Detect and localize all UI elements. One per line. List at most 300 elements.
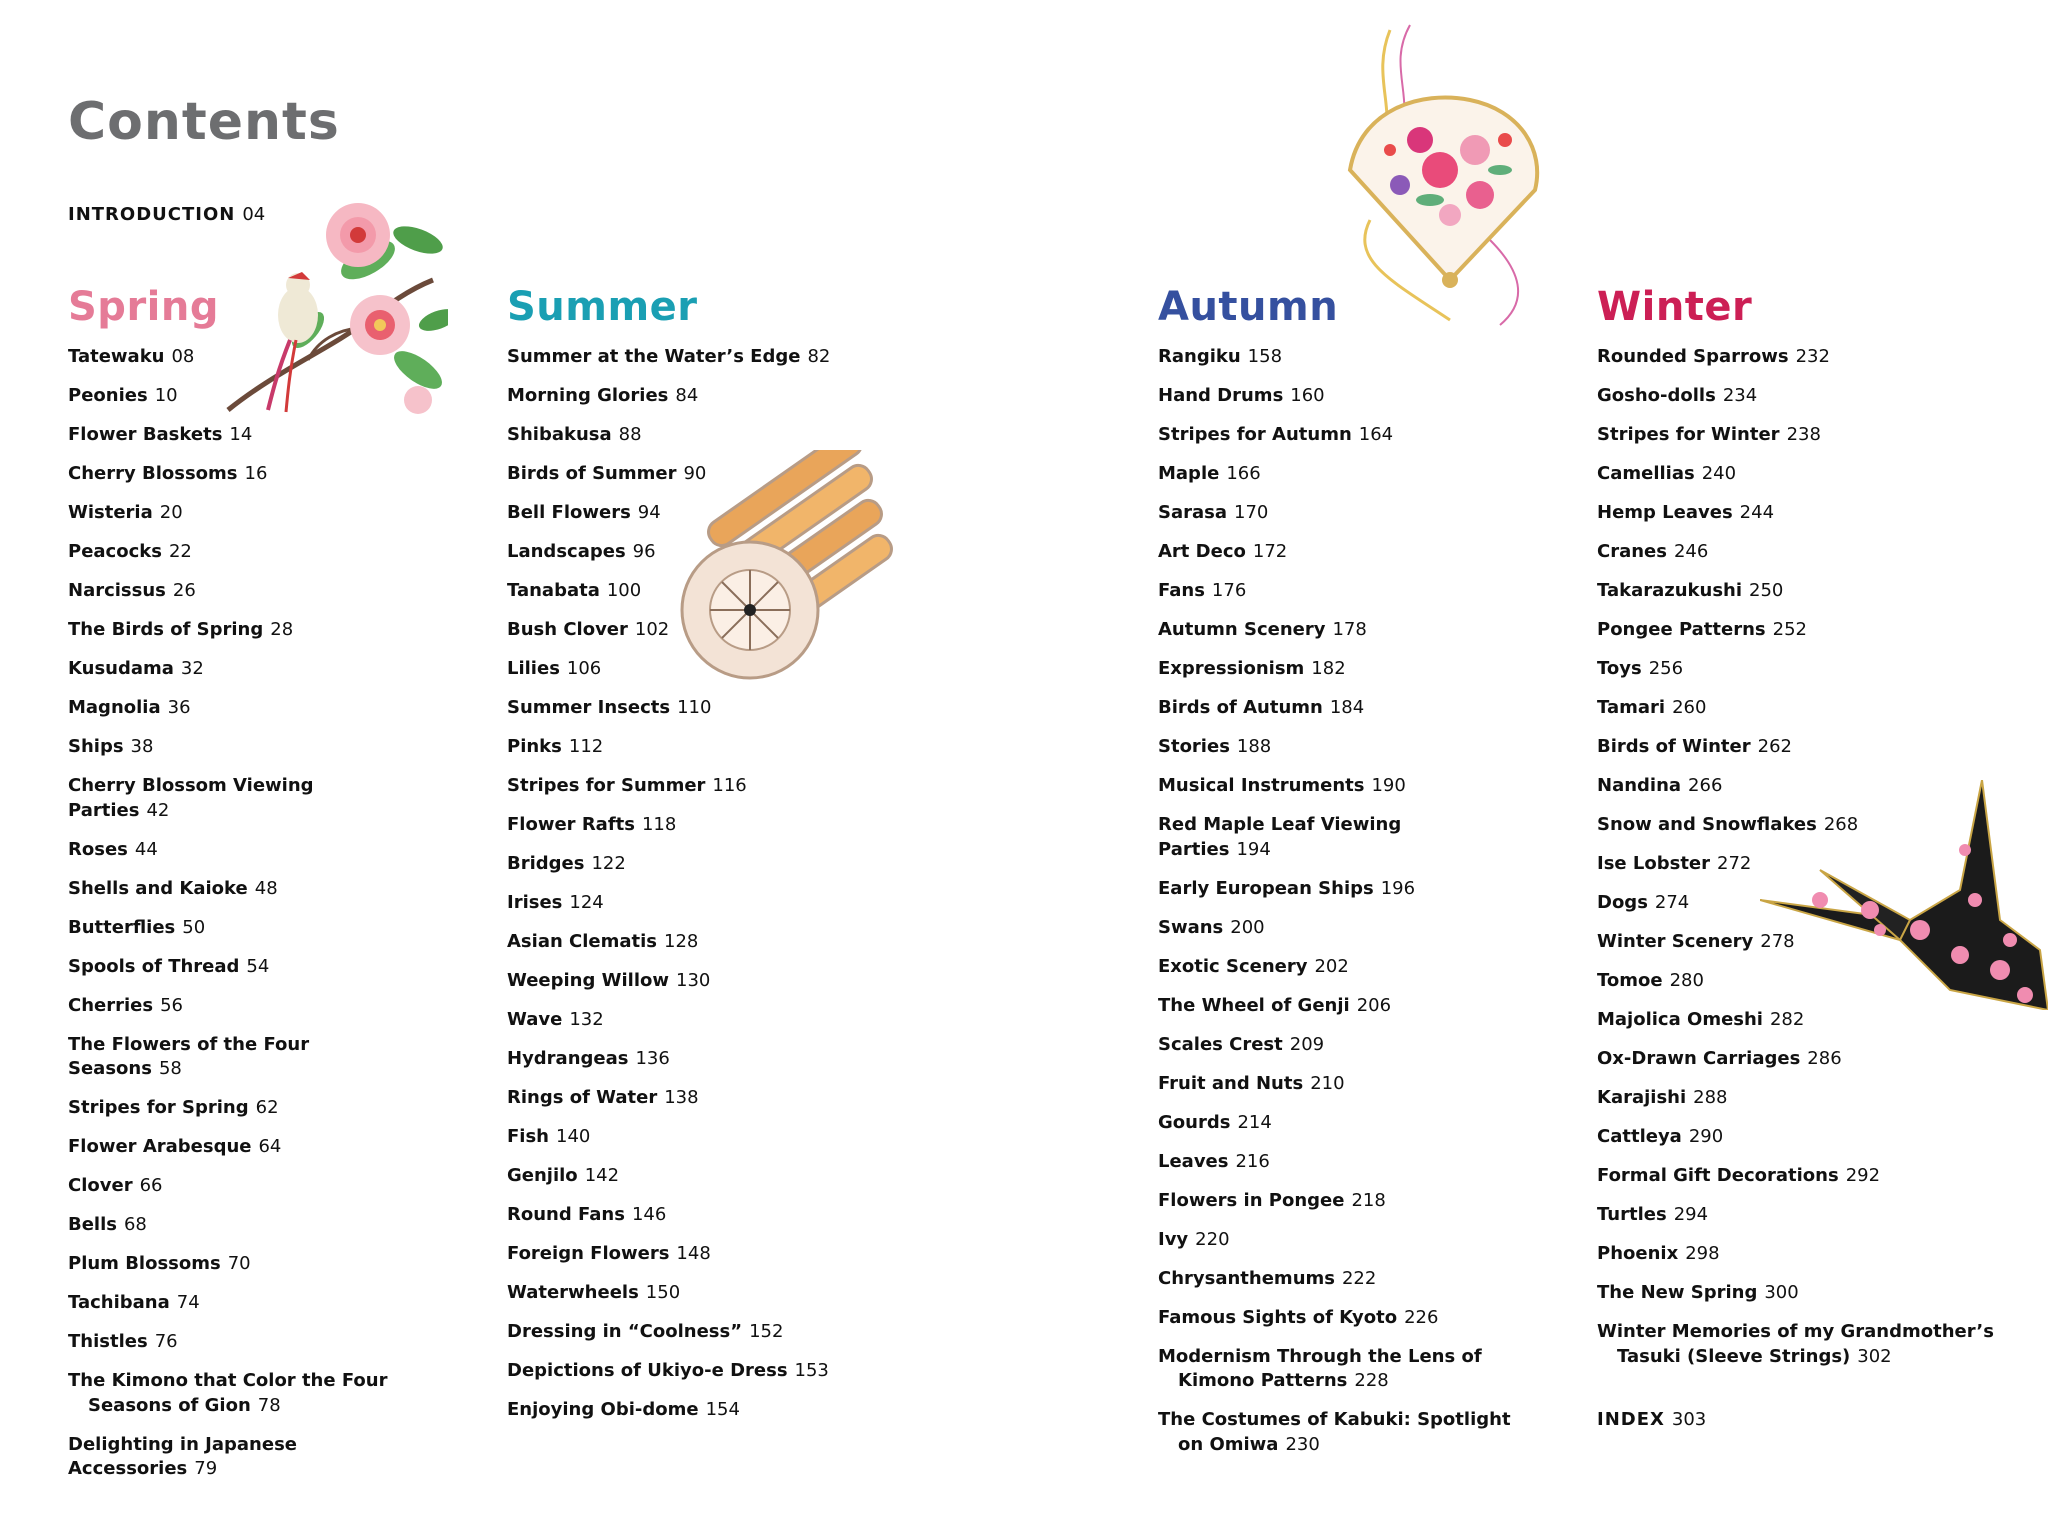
- toc-entry-title: Waterwheels: [507, 1282, 639, 1303]
- toc-entry[interactable]: [507, 774, 867, 799]
- toc-entry-page: 150: [645, 1282, 681, 1303]
- toc-entry-page: 226: [1404, 1306, 1439, 1328]
- toc-entry-title: Swans: [1158, 916, 1224, 938]
- toc-entry[interactable]: [507, 813, 867, 838]
- toc-entry-title: Cherry Blossoms: [68, 463, 238, 484]
- toc-entry-page: 170: [1234, 502, 1269, 523]
- toc-entry-page: 220: [1195, 1228, 1230, 1250]
- toc-entry-title: Bridges: [507, 853, 585, 874]
- toc-entry[interactable]: [507, 969, 867, 994]
- toc-entry-page: 282: [1769, 1009, 1805, 1030]
- toc-entry-title: Winter Memories of my Grandmother’s Tasuki (Sleeve Strings): [1597, 1321, 1994, 1367]
- toc-entry-title: Cranes: [1597, 541, 1667, 562]
- season-heading-summer: Summer: [507, 284, 698, 330]
- toc-entry[interactable]: [68, 540, 398, 565]
- toc-entry[interactable]: [1158, 1408, 1538, 1457]
- toc-entry-page: 246: [1673, 541, 1709, 562]
- toc-entry-page: 08: [171, 346, 195, 367]
- toc-entry-page: 88: [618, 424, 642, 445]
- column-summer: [507, 282, 867, 1437]
- toc-entry-title: Cherries: [68, 994, 154, 1016]
- toc-entry-title: Shibakusa: [507, 424, 612, 445]
- toc-entry[interactable]: [1158, 877, 1518, 902]
- toc-entry[interactable]: [1158, 657, 1518, 682]
- toc-entry-title: Tatewaku: [68, 346, 165, 367]
- toc-entry-title: Plum Blossoms: [68, 1253, 221, 1274]
- toc-entry-page: 302: [1857, 1345, 1892, 1367]
- column-winter: [1597, 282, 1997, 1384]
- introduction-label: INTRODUCTION: [68, 204, 236, 225]
- toc-entry[interactable]: [1597, 1086, 1997, 1111]
- toc-entry-page: 22: [168, 541, 192, 562]
- toc-entry-title: Maple: [1158, 463, 1220, 484]
- toc-entry-title: Ise Lobster: [1597, 853, 1711, 874]
- toc-entry[interactable]: [507, 1281, 867, 1306]
- toc-entry-page: 36: [167, 697, 191, 718]
- toc-entry-page: 84: [675, 385, 699, 406]
- toc-entry[interactable]: [1597, 774, 1997, 799]
- toc-entry[interactable]: [1597, 618, 1997, 643]
- toc-entry[interactable]: [507, 696, 867, 721]
- toc-entry-title: Wave: [507, 1009, 563, 1030]
- toc-entry[interactable]: [1158, 618, 1518, 643]
- toc-entry[interactable]: [507, 1125, 867, 1150]
- toc-entry-page: 70: [227, 1253, 251, 1274]
- toc-entry-title: Art Deco: [1158, 541, 1246, 562]
- toc-entry-page: 50: [182, 916, 206, 938]
- toc-entry-title: Hydrangeas: [507, 1048, 629, 1069]
- toc-entry-title: Shells and Kaioke: [68, 877, 248, 899]
- toc-entry-title: Enjoying Obi-dome: [507, 1399, 699, 1420]
- toc-entry-page: 286: [1807, 1048, 1842, 1069]
- toc-entry-title: Morning Glories: [507, 385, 669, 406]
- toc-entry-page: 184: [1329, 697, 1365, 718]
- toc-entry[interactable]: [1158, 1150, 1518, 1175]
- toc-entry[interactable]: [68, 384, 398, 409]
- toc-entry[interactable]: [1597, 1047, 1997, 1072]
- toc-entry-title: Expressionism: [1158, 658, 1305, 679]
- toc-entry[interactable]: [1597, 501, 1997, 526]
- toc-entry-title: Peonies: [68, 385, 148, 406]
- toc-entry[interactable]: [1158, 540, 1518, 565]
- toc-entry-page: 66: [139, 1175, 163, 1196]
- toc-entry-title: Hemp Leaves: [1597, 502, 1733, 523]
- toc-entry[interactable]: [1158, 1306, 1518, 1331]
- toc-entry-page: 176: [1211, 580, 1247, 601]
- toc-entry[interactable]: [68, 916, 398, 941]
- toc-entry-page: 274: [1654, 892, 1690, 913]
- toc-entry-page: 64: [258, 1136, 282, 1157]
- toc-entry-page: 140: [556, 1126, 591, 1147]
- season-heading-spring: Spring: [68, 284, 219, 330]
- toc-entry-title: Tanabata: [507, 580, 600, 601]
- toc-entry[interactable]: [1597, 462, 1997, 487]
- toc-entry-title: Bell Flowers: [507, 502, 631, 523]
- toc-entry[interactable]: [1597, 1164, 1997, 1189]
- toc-entry[interactable]: [1597, 696, 1997, 721]
- toc-entry[interactable]: [1158, 462, 1518, 487]
- toc-entry[interactable]: [68, 1033, 398, 1082]
- toc-entry[interactable]: [68, 1369, 418, 1418]
- toc-entry-page: 206: [1356, 994, 1392, 1016]
- toc-entry-page: 112: [568, 736, 604, 757]
- toc-entry[interactable]: [507, 1320, 867, 1345]
- toc-entry[interactable]: [1158, 955, 1518, 980]
- toc-entry[interactable]: [1597, 1203, 1997, 1228]
- toc-entry-title: Summer at the Water’s Edge: [507, 346, 801, 367]
- toc-entry-page: 230: [1285, 1433, 1320, 1455]
- toc-entry-title: The New Spring: [1597, 1282, 1758, 1303]
- toc-entry-title: Narcissus: [68, 580, 166, 601]
- toc-entry-title: Fans: [1158, 580, 1205, 601]
- toc-entry-page: 106: [566, 658, 602, 679]
- toc-entry[interactable]: [68, 877, 398, 902]
- toc-entry-title: Stories: [1158, 736, 1230, 757]
- toc-entry-title: Stripes for Spring: [68, 1097, 249, 1118]
- toc-entry-page: 260: [1672, 697, 1707, 718]
- toc-entry[interactable]: [1597, 969, 1997, 994]
- toc-entry[interactable]: [1597, 1320, 1997, 1369]
- toc-entry-page: 56: [160, 994, 183, 1016]
- toc-entry[interactable]: [507, 540, 867, 565]
- toc-entry[interactable]: [507, 384, 867, 409]
- toc-entry-title: Ox-Drawn Carriages: [1597, 1048, 1801, 1069]
- toc-entry-page: 210: [1310, 1072, 1345, 1094]
- toc-entry[interactable]: [1158, 345, 1518, 370]
- toc-entry-page: 132: [569, 1009, 604, 1030]
- toc-entry-title: Dressing in “Coolness”: [507, 1321, 743, 1342]
- toc-entry[interactable]: [68, 1174, 398, 1199]
- toc-entry[interactable]: [1158, 813, 1518, 862]
- toc-entry-page: 172: [1252, 541, 1288, 562]
- toc-entry-page: 128: [664, 931, 699, 952]
- toc-entry-page: 196: [1380, 877, 1416, 899]
- toc-entry-page: 164: [1358, 424, 1394, 445]
- toc-entry-title: Asian Clematis: [507, 931, 658, 952]
- toc-entry-page: 62: [255, 1097, 279, 1118]
- toc-entry-title: Genjilo: [507, 1165, 578, 1186]
- toc-entry-page: 153: [794, 1360, 829, 1381]
- toc-entry-page: 300: [1764, 1282, 1799, 1303]
- entry-list-autumn: [1158, 345, 1538, 1457]
- column-spring: [68, 282, 448, 1496]
- toc-entry[interactable]: [1597, 1125, 1997, 1150]
- toc-entry-title: Gosho-dolls: [1597, 385, 1716, 406]
- toc-entry-title: Exotic Scenery: [1158, 955, 1308, 977]
- toc-entry[interactable]: [507, 345, 867, 370]
- toc-entry[interactable]: [507, 1398, 867, 1423]
- toc-entry-page: 10: [154, 385, 178, 406]
- toc-entry-title: Rounded Sparrows: [1597, 346, 1789, 367]
- toc-entry[interactable]: [1158, 1267, 1518, 1292]
- toc-entry-page: 290: [1688, 1126, 1724, 1147]
- toc-entry-title: Famous Sights of Kyoto: [1158, 1306, 1398, 1328]
- toc-entry-page: 124: [569, 892, 604, 913]
- toc-entry[interactable]: [1597, 930, 1997, 955]
- toc-entry[interactable]: [507, 891, 867, 916]
- toc-entry-page: 136: [635, 1048, 670, 1069]
- toc-entry-title: Turtles: [1597, 1204, 1667, 1225]
- toc-entry[interactable]: [68, 579, 398, 604]
- toc-entry-title: Musical Instruments: [1158, 775, 1365, 796]
- toc-entry-page: 154: [705, 1399, 740, 1420]
- toc-entry-page: 148: [676, 1243, 711, 1264]
- toc-entry-title: Peacocks: [68, 541, 162, 562]
- toc-entry-page: 234: [1722, 385, 1758, 406]
- toc-entry[interactable]: [1158, 384, 1518, 409]
- toc-entry[interactable]: [1597, 1281, 1997, 1306]
- toc-entry[interactable]: [1597, 345, 1997, 370]
- toc-entry[interactable]: [507, 1164, 867, 1189]
- toc-entry-title: Stripes for Summer: [507, 775, 706, 796]
- toc-entry-title: Phoenix: [1597, 1243, 1679, 1264]
- toc-entry-title: Karajishi: [1597, 1087, 1687, 1108]
- toc-entry-title: Flower Baskets: [68, 424, 223, 445]
- toc-entry[interactable]: [507, 462, 867, 487]
- toc-entry[interactable]: [1597, 813, 1997, 838]
- toc-entry[interactable]: [507, 930, 867, 955]
- toc-entry-title: Butterflies: [68, 916, 176, 938]
- toc-entry-title: Delighting in Japanese Accessories: [68, 1433, 297, 1479]
- toc-entry[interactable]: [1597, 423, 1997, 448]
- toc-entry-page: 42: [146, 799, 170, 821]
- toc-entry[interactable]: [68, 696, 398, 721]
- toc-entry-title: Takarazukushi: [1597, 580, 1743, 601]
- toc-entry-page: 20: [159, 502, 183, 523]
- toc-entry[interactable]: [507, 423, 867, 448]
- toc-entry-title: Fish: [507, 1126, 549, 1147]
- toc-entry-title: Red Maple Leaf Viewing Parties: [1158, 814, 1402, 860]
- toc-entry-page: 96: [632, 541, 656, 562]
- toc-entry-page: 228: [1354, 1370, 1389, 1391]
- page-title: Contents: [68, 92, 340, 152]
- toc-entry[interactable]: [68, 774, 398, 823]
- toc-entry-page: 252: [1772, 619, 1807, 640]
- toc-entry[interactable]: [68, 955, 398, 980]
- toc-entry-title: Nandina: [1597, 775, 1682, 796]
- toc-entry[interactable]: [507, 579, 867, 604]
- entry-list-summer: [507, 345, 867, 1423]
- introduction-page: 04: [242, 204, 266, 225]
- toc-entry-page: 158: [1247, 346, 1283, 367]
- toc-entry[interactable]: [68, 1135, 398, 1160]
- toc-entry-page: 218: [1351, 1189, 1386, 1211]
- toc-entry-page: 110: [677, 697, 712, 718]
- toc-entry-page: 142: [584, 1165, 620, 1186]
- toc-entry[interactable]: [1158, 696, 1518, 721]
- toc-entry-title: Round Fans: [507, 1204, 625, 1225]
- toc-entry-title: Magnolia: [68, 697, 161, 718]
- toc-entry[interactable]: [1158, 1033, 1518, 1058]
- toc-entry-page: 82: [807, 346, 831, 367]
- toc-entry-page: 58: [158, 1058, 182, 1079]
- toc-entry[interactable]: [68, 618, 398, 643]
- toc-entry[interactable]: [68, 1330, 398, 1355]
- toc-entry-title: Irises: [507, 892, 563, 913]
- toc-entry-page: 298: [1685, 1243, 1720, 1264]
- toc-entry-page: 262: [1757, 736, 1792, 757]
- toc-entry[interactable]: [68, 423, 398, 448]
- toc-entry[interactable]: [1597, 657, 1997, 682]
- toc-entry-page: 122: [591, 853, 626, 874]
- toc-entry-page: 94: [637, 502, 661, 523]
- toc-entry-title: Ivy: [1158, 1228, 1189, 1250]
- entry-list-winter: [1597, 345, 1997, 1369]
- toc-entry[interactable]: [507, 657, 867, 682]
- toc-entry-page: 202: [1314, 955, 1349, 977]
- toc-entry-page: 146: [631, 1204, 667, 1225]
- toc-entry-title: Hand Drums: [1158, 385, 1284, 406]
- toc-entry-page: 28: [270, 619, 294, 640]
- toc-entry-title: Bells: [68, 1214, 117, 1235]
- toc-entry-page: 160: [1290, 385, 1325, 406]
- toc-entry-title: Scales Crest: [1158, 1033, 1283, 1055]
- toc-entry[interactable]: [68, 994, 398, 1019]
- toc-entry[interactable]: [507, 618, 867, 643]
- toc-entry-page: 244: [1739, 502, 1775, 523]
- toc-entry-page: 102: [634, 619, 670, 640]
- toc-entry-title: Toys: [1597, 658, 1642, 679]
- toc-entry-page: 266: [1688, 775, 1723, 796]
- toc-entry-page: 78: [257, 1394, 281, 1416]
- toc-entry[interactable]: [1158, 423, 1518, 448]
- toc-entry-title: Birds of Autumn: [1158, 697, 1323, 718]
- toc-entry[interactable]: [1597, 579, 1997, 604]
- toc-entry[interactable]: [507, 852, 867, 877]
- toc-entry[interactable]: [507, 1086, 867, 1111]
- toc-entry-title: The Kimono that Color the Four Seasons of Gion: [68, 1370, 388, 1416]
- toc-entry-title: Flowers in Pongee: [1158, 1189, 1345, 1211]
- toc-entry-title: Summer Insects: [507, 697, 671, 718]
- toc-entry[interactable]: [1597, 384, 1997, 409]
- toc-entry-page: 32: [180, 658, 204, 679]
- toc-entry-page: 190: [1371, 775, 1406, 796]
- toc-entry[interactable]: [1597, 1008, 1997, 1033]
- toc-entry[interactable]: [1158, 579, 1518, 604]
- toc-entry-page: 130: [676, 970, 711, 991]
- toc-entry[interactable]: [507, 1203, 867, 1228]
- toc-entry-page: 90: [683, 463, 707, 484]
- toc-entry-title: Birds of Summer: [507, 463, 677, 484]
- toc-entry[interactable]: [507, 1008, 867, 1033]
- toc-entry[interactable]: [1597, 1242, 1997, 1267]
- toc-entry-page: 232: [1795, 346, 1830, 367]
- toc-entry[interactable]: [1158, 1072, 1518, 1097]
- toc-entry[interactable]: [1597, 735, 1997, 760]
- toc-entry-title: Lilies: [507, 658, 560, 679]
- toc-entry-title: Rangiku: [1158, 346, 1241, 367]
- toc-entry-title: Birds of Winter: [1597, 736, 1751, 757]
- toc-entry[interactable]: [68, 735, 398, 760]
- toc-entry-title: Chrysanthemums: [1158, 1267, 1335, 1289]
- toc-entry-page: 188: [1236, 736, 1272, 757]
- toc-entry[interactable]: [68, 657, 398, 682]
- toc-entry[interactable]: [1158, 735, 1518, 760]
- toc-entry-page: 222: [1341, 1267, 1377, 1289]
- toc-entry-title: Winter Scenery: [1597, 931, 1754, 952]
- toc-entry-title: Spools of Thread: [68, 955, 240, 977]
- toc-entry-title: Bush Clover: [507, 619, 628, 640]
- toc-entry-page: 250: [1749, 580, 1784, 601]
- toc-entry[interactable]: [68, 501, 398, 526]
- toc-entry-page: 178: [1332, 619, 1367, 640]
- index-page: 303: [1671, 1409, 1707, 1430]
- toc-entry[interactable]: [507, 501, 867, 526]
- toc-entry-page: 16: [244, 463, 268, 484]
- toc-entry[interactable]: [68, 1096, 398, 1121]
- entry-list-spring: [68, 345, 448, 1482]
- toc-entry[interactable]: [1158, 994, 1518, 1019]
- toc-entry-page: 79: [194, 1458, 218, 1479]
- toc-entry[interactable]: [507, 1047, 867, 1072]
- toc-entry-page: 209: [1289, 1033, 1325, 1055]
- toc-entry-title: Tamari: [1597, 697, 1666, 718]
- toc-entry-page: 256: [1648, 658, 1684, 679]
- toc-entry[interactable]: [1158, 1111, 1518, 1136]
- toc-entry-title: Stripes for Winter: [1597, 424, 1780, 445]
- toc-entry-title: The Costumes of Kabuki: Spotlight on Omiwa: [1158, 1409, 1511, 1455]
- toc-entry[interactable]: [1158, 1345, 1538, 1394]
- toc-entry[interactable]: [507, 735, 867, 760]
- toc-entry[interactable]: [68, 1291, 398, 1316]
- toc-entry[interactable]: [68, 1433, 398, 1482]
- toc-entry-title: Tachibana: [68, 1292, 170, 1313]
- toc-entry-page: 116: [712, 775, 747, 796]
- toc-entry[interactable]: [1597, 891, 1997, 916]
- column-autumn: [1158, 282, 1538, 1472]
- toc-entry-page: 68: [123, 1214, 147, 1235]
- toc-entry-title: The Birds of Spring: [68, 619, 264, 640]
- toc-entry[interactable]: [68, 838, 398, 863]
- toc-entry[interactable]: [1158, 501, 1518, 526]
- toc-entry[interactable]: [507, 1242, 867, 1267]
- toc-entry[interactable]: [1158, 1228, 1518, 1253]
- toc-entry-title: Autumn Scenery: [1158, 619, 1326, 640]
- toc-entry-title: Clover: [68, 1175, 133, 1196]
- toc-entry[interactable]: [507, 1359, 867, 1384]
- toc-entry-title: Fruit and Nuts: [1158, 1072, 1304, 1094]
- toc-entry-title: Formal Gift Decorations: [1597, 1165, 1839, 1186]
- toc-entry-title: Tomoe: [1597, 970, 1663, 991]
- toc-entry-page: 14: [229, 424, 253, 445]
- toc-entry[interactable]: [68, 1213, 398, 1238]
- toc-entry[interactable]: [1158, 916, 1518, 941]
- toc-entry[interactable]: [1597, 852, 1997, 877]
- toc-entry[interactable]: [1597, 540, 1997, 565]
- toc-entry-title: Modernism Through the Lens of Kimono Patterns: [1158, 1345, 1482, 1391]
- toc-entry-title: The Flowers of the Four Seasons: [68, 1033, 310, 1079]
- toc-entry-title: Roses: [68, 838, 128, 860]
- toc-entry-page: 238: [1786, 424, 1821, 445]
- toc-entry-title: Flower Arabesque: [68, 1136, 252, 1157]
- toc-entry[interactable]: [1158, 1189, 1518, 1214]
- toc-entry-page: 118: [641, 814, 677, 835]
- toc-entry-title: Rings of Water: [507, 1087, 658, 1108]
- index-entry[interactable]: [1597, 1409, 1706, 1430]
- toc-entry-page: 26: [172, 580, 196, 601]
- toc-entry-page: 280: [1669, 970, 1704, 991]
- toc-entry[interactable]: [68, 462, 398, 487]
- toc-entry-page: 268: [1823, 814, 1859, 835]
- toc-entry-title: Dogs: [1597, 892, 1648, 913]
- toc-entry[interactable]: [1158, 774, 1518, 799]
- toc-entry[interactable]: [68, 345, 398, 370]
- toc-entry[interactable]: [68, 1252, 398, 1277]
- toc-entry-page: 216: [1235, 1150, 1270, 1172]
- toc-entry-title: Camellias: [1597, 463, 1695, 484]
- toc-entry-title: Wisteria: [68, 502, 153, 523]
- toc-entry-title: Snow and Snowflakes: [1597, 814, 1817, 835]
